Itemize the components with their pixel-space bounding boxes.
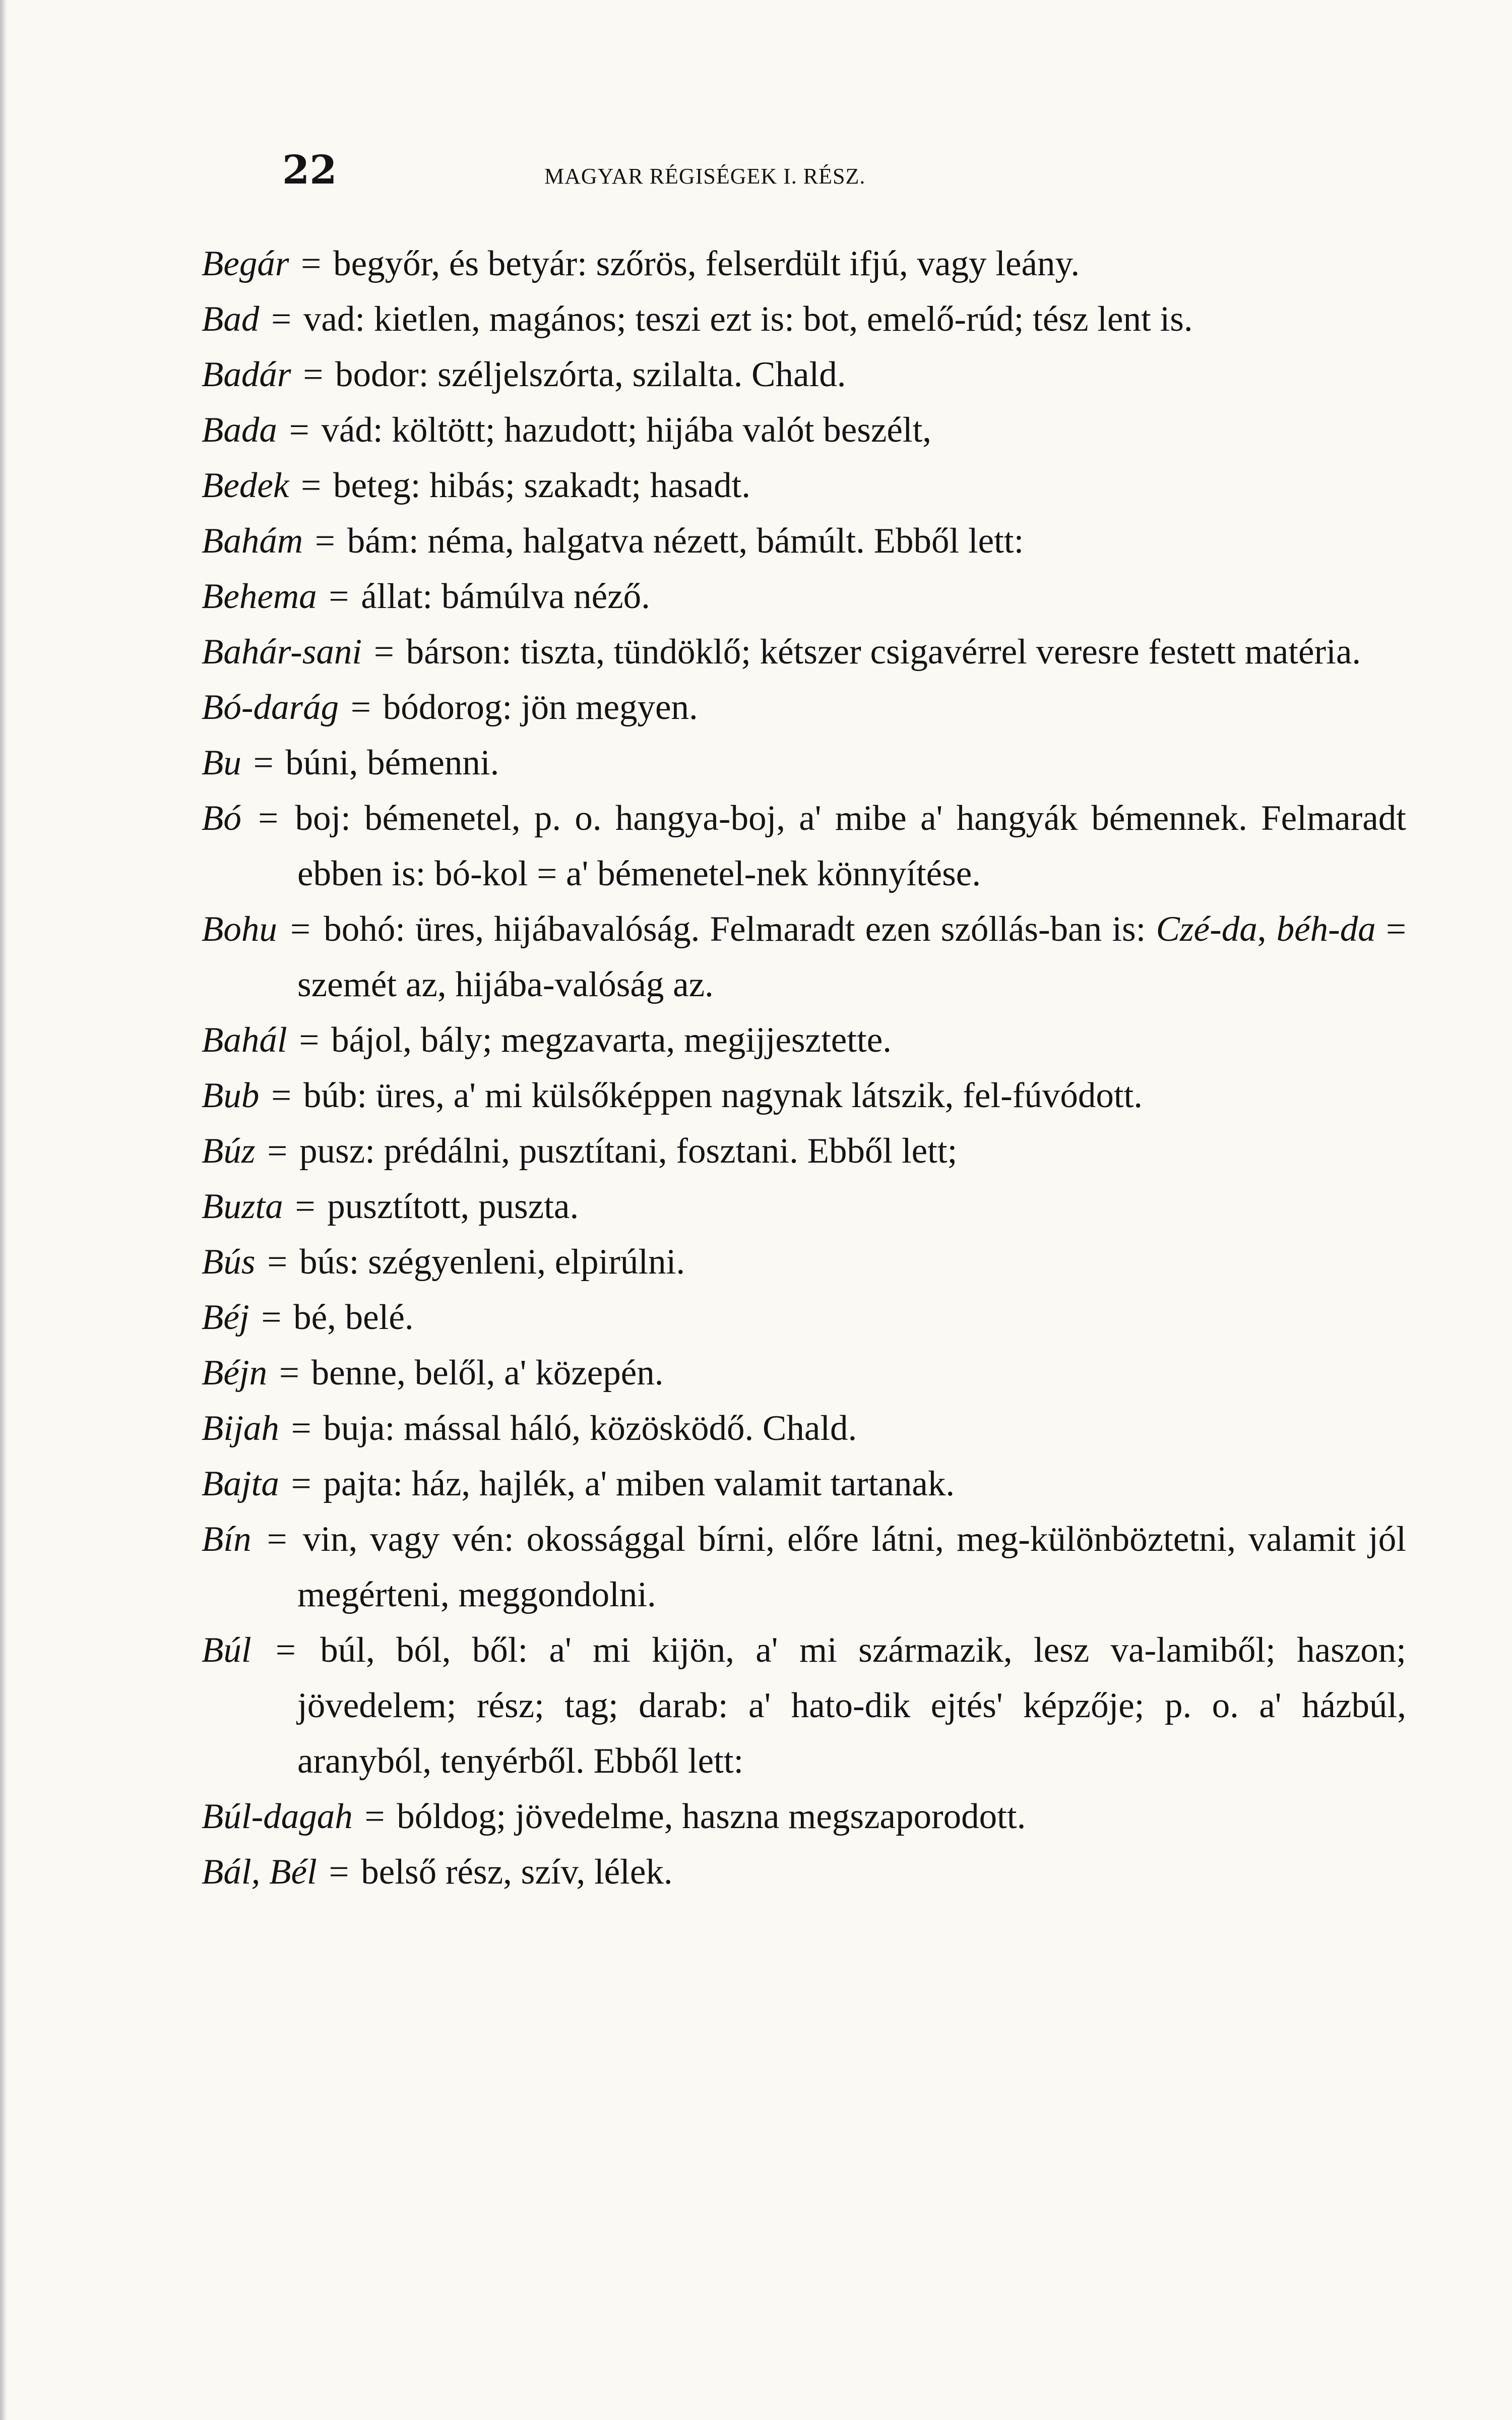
entry-headword: Bajta bbox=[202, 1464, 279, 1503]
dictionary-entry bbox=[202, 735, 1406, 791]
entry-definition: vin, vagy vén: okossággal bírni, előre látni, meg-különböztetni, valamit jól megérteni, meggondolni. bbox=[297, 1520, 1407, 1614]
entry-definition: pajta: ház, hajlék, a' miben valamit tartanak. bbox=[323, 1464, 955, 1503]
running-head bbox=[282, 147, 1416, 193]
dictionary-entry bbox=[202, 402, 1406, 458]
entry-definition: bódorog: jön megyen. bbox=[383, 688, 698, 727]
equals-sign: = bbox=[253, 743, 274, 782]
entry-definition: benne, belől, a' közepén. bbox=[311, 1353, 664, 1393]
dictionary-entry bbox=[202, 1179, 1406, 1234]
dictionary-entry bbox=[202, 1345, 1406, 1401]
entry-definition: búl, ból, ből: a' mi kijön, a' mi származik, lesz va-lamiből; haszon; jövedelem; rész; tag; darab: a' hato-dik ejtés' képzője; p. o. a' házbúl, aranyból, tenyérből. Ebből lett: bbox=[297, 1630, 1407, 1781]
dictionary-entry bbox=[202, 1456, 1406, 1511]
entry-headword: Bahár-sani bbox=[202, 632, 362, 672]
entry-headword: Badár bbox=[202, 355, 291, 394]
entry-headword: Bó-darág bbox=[202, 688, 339, 727]
entry-definition: pusz: prédálni, pusztítani, fosztani. Ebből lett; bbox=[299, 1131, 958, 1171]
entry-definition: beteg: hibás; szakadt; hasadt. bbox=[333, 466, 751, 505]
entry-headword: Búl-dagah bbox=[202, 1797, 353, 1836]
dictionary-entry bbox=[202, 458, 1406, 513]
equals-sign: = bbox=[314, 521, 335, 561]
entry-definition: bám: néma, halgatva nézett, bámúlt. Ebből lett: bbox=[347, 521, 1024, 561]
dictionary-entry bbox=[202, 1401, 1406, 1456]
dictionary-entry bbox=[202, 236, 1406, 291]
dictionary-entry bbox=[202, 1844, 1406, 1900]
italic-term: Czé-da bbox=[1156, 910, 1257, 949]
entry-punctuation: , bbox=[1257, 910, 1267, 949]
entry-headword: Béj bbox=[202, 1298, 249, 1337]
entry-definition: bodor: széljelszórta, szilalta. Chald. bbox=[335, 355, 846, 394]
entry-definition: állat: bámúlva néző. bbox=[361, 577, 650, 616]
entry-definition: boj: bémenetel, p. o. hangya-boj, a' mibe a' hangyák bémennek. Felmaradt ebben is: bó-kol = a' bémenetel-nek könnyítése. bbox=[295, 799, 1407, 893]
entry-headword: Bad bbox=[202, 299, 260, 339]
equals-sign: = bbox=[291, 1464, 311, 1503]
entry-headword: Bál, Bél bbox=[202, 1852, 317, 1892]
equals-sign: = bbox=[303, 355, 324, 394]
equals-sign: = bbox=[267, 1520, 287, 1559]
entry-headword: Bús bbox=[202, 1242, 256, 1282]
equals-sign: = bbox=[261, 1298, 282, 1337]
italic-term: béh-da bbox=[1276, 910, 1376, 949]
entry-definition: bájol, bály; megzavarta, megijjesztette. bbox=[331, 1020, 892, 1060]
entry-definition: vad: kietlen, magános; teszi ezt is: bot, emelő-rúd; tész lent is. bbox=[303, 299, 1193, 339]
entry-headword: Bada bbox=[202, 410, 277, 450]
equals-sign: = bbox=[275, 1630, 296, 1670]
dictionary-entry bbox=[202, 291, 1406, 347]
dictionary-entry bbox=[202, 791, 1406, 901]
entry-definition: búni, bémenni. bbox=[285, 743, 499, 782]
dictionary-entry bbox=[202, 1123, 1406, 1179]
dictionary-entry bbox=[202, 347, 1406, 402]
entry-definition: pusztított, puszta. bbox=[327, 1187, 579, 1226]
equals-sign: = bbox=[329, 577, 349, 616]
entry-definition: bóldog; jövedelme, haszna megszaporodott. bbox=[397, 1797, 1026, 1836]
equals-sign: = bbox=[329, 1852, 349, 1892]
entry-headword: Bahál bbox=[202, 1020, 287, 1060]
entry-definition: belső rész, szív, lélek. bbox=[361, 1852, 673, 1892]
equals-sign: = bbox=[295, 1187, 316, 1226]
equals-sign: = bbox=[267, 1131, 288, 1171]
entry-headword: Behema bbox=[202, 577, 317, 616]
dictionary-entry bbox=[202, 569, 1406, 624]
equals-sign: = bbox=[301, 466, 322, 505]
equals-sign: = bbox=[301, 244, 322, 283]
entry-definition: = szemét az, hijába-valóság az. bbox=[297, 910, 1406, 1004]
entry-definition: búb: üres, a' mi külsőképpen nagynak látszik, fel-fúvódott. bbox=[303, 1076, 1143, 1115]
entry-headword: Búl bbox=[202, 1630, 251, 1670]
entry-headword: Búz bbox=[202, 1131, 256, 1171]
dictionary-entry bbox=[202, 1234, 1406, 1290]
entry-headword: Béjn bbox=[202, 1353, 268, 1393]
dictionary-entry bbox=[202, 901, 1406, 1012]
equals-sign: = bbox=[271, 299, 292, 339]
dictionary-entry bbox=[202, 1290, 1406, 1345]
entry-definition: bé, belé. bbox=[293, 1298, 414, 1337]
equals-sign: = bbox=[364, 1797, 385, 1836]
running-title: MAGYAR RÉGISÉGEK I. RÉSZ. bbox=[544, 164, 866, 189]
equals-sign: = bbox=[258, 799, 279, 838]
equals-sign: = bbox=[279, 1353, 299, 1393]
entry-headword: Bó bbox=[202, 799, 241, 838]
equals-sign: = bbox=[290, 910, 311, 949]
dictionary-entry bbox=[202, 680, 1406, 735]
dictionary-entry bbox=[202, 1068, 1406, 1123]
equals-sign: = bbox=[267, 1242, 288, 1282]
entry-headword: Bahám bbox=[202, 521, 303, 561]
entry-definition: bús: szégyenleni, elpirúlni. bbox=[299, 1242, 685, 1282]
dictionary-entry bbox=[202, 1511, 1406, 1622]
equals-sign: = bbox=[373, 632, 394, 672]
entry-headword: Bohu bbox=[202, 910, 277, 949]
entry-headword: Bu bbox=[202, 743, 241, 782]
entry-headword: Begár bbox=[202, 244, 289, 283]
dictionary-entry bbox=[202, 513, 1406, 569]
entry-definition: buja: mással háló, közösködő. Chald. bbox=[323, 1409, 857, 1448]
equals-sign: = bbox=[299, 1020, 320, 1060]
entry-definition: bohó: üres, hijábavalóság. Felmaradt ezen szóllás-ban is: bbox=[324, 910, 1146, 949]
equals-sign: = bbox=[289, 410, 309, 450]
page-number: 22 bbox=[282, 147, 337, 193]
equals-sign: = bbox=[350, 688, 371, 727]
dictionary-entry bbox=[202, 624, 1406, 680]
dictionary-entry bbox=[202, 1789, 1406, 1844]
entry-headword: Bedek bbox=[202, 466, 289, 505]
entry-definition: vád: költött; hazudott; hijába valót beszélt, bbox=[321, 410, 932, 450]
entry-definition: bárson: tiszta, tündöklő; kétszer csigavérrel veresre festett matéria. bbox=[406, 632, 1361, 672]
dictionary-entries bbox=[202, 236, 1406, 1900]
equals-sign: = bbox=[271, 1076, 292, 1115]
dictionary-entry bbox=[202, 1012, 1406, 1068]
entry-headword: Bub bbox=[202, 1076, 260, 1115]
entry-definition: begyőr, és betyár: szőrös, felserdült ifjú, vagy leány. bbox=[333, 244, 1080, 283]
entry-headword: Bín bbox=[202, 1520, 251, 1559]
entry-headword: Buzta bbox=[202, 1187, 283, 1226]
dictionary-entry bbox=[202, 1622, 1406, 1789]
entry-headword: Bijah bbox=[202, 1409, 279, 1448]
equals-sign: = bbox=[291, 1409, 311, 1448]
